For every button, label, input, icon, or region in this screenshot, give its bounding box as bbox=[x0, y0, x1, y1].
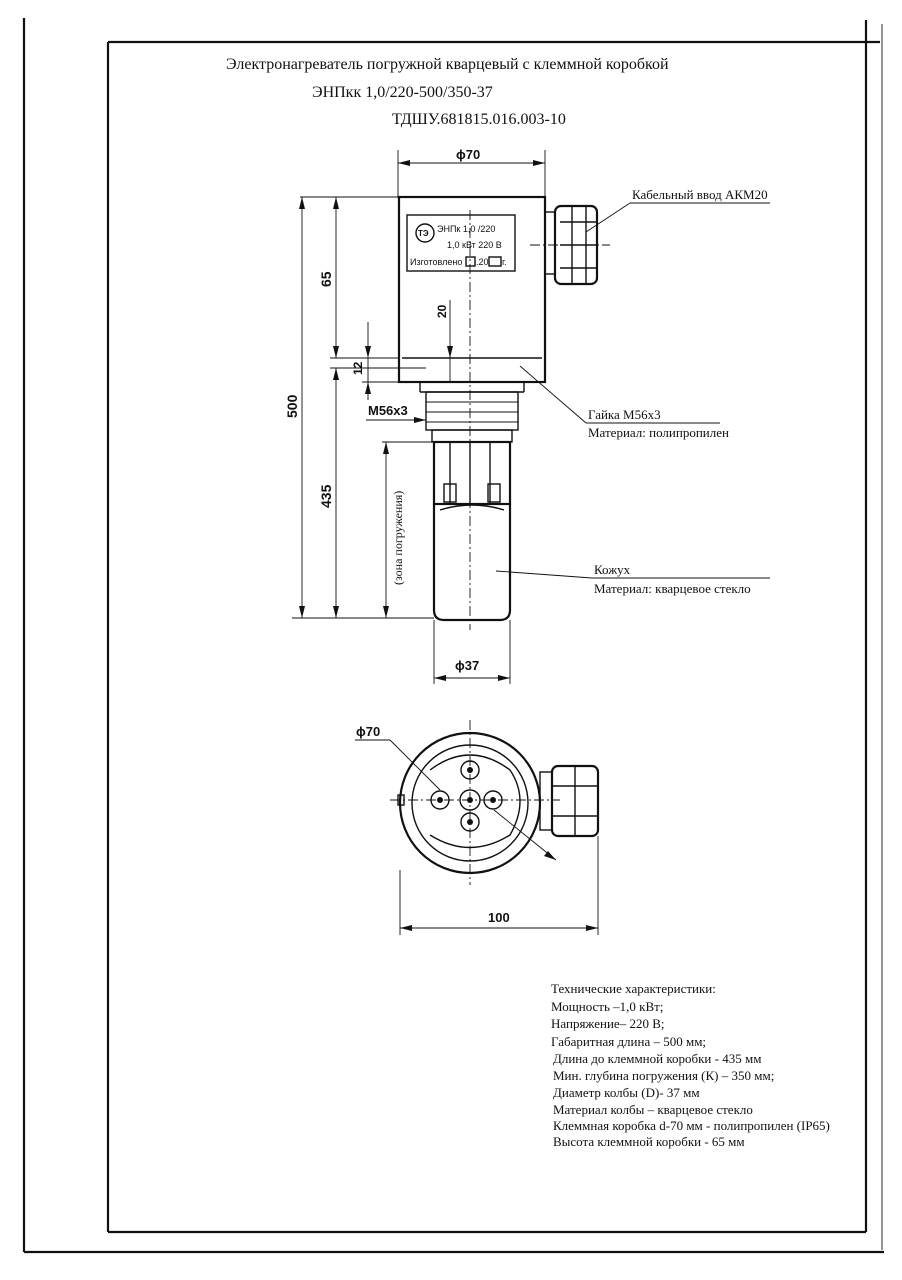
svg-text:Материал: кварцевое стекло: Материал: кварцевое стекло bbox=[594, 581, 751, 596]
dimension-20 bbox=[435, 300, 453, 382]
drawing-title: Электронагреватель погружной кварцевый с клеммной коробкой bbox=[226, 56, 669, 73]
spec-item: Диаметр колбы (D)- 37 мм bbox=[553, 1085, 700, 1100]
technical-specs bbox=[551, 981, 830, 1149]
spec-item: Мощность –1,0 кВт; bbox=[551, 999, 664, 1014]
plan-view bbox=[390, 720, 598, 885]
heater-body bbox=[434, 442, 510, 620]
svg-text:Гайка М56х3: Гайка М56х3 bbox=[588, 407, 661, 422]
svg-text:(зона погружения): (зона погружения) bbox=[391, 490, 405, 585]
callout-cover bbox=[496, 562, 770, 596]
plate-line1: ЭНПк 1,0 /220 bbox=[437, 224, 496, 234]
plate-line2: 1,0 кВт 220 В bbox=[447, 240, 502, 250]
svg-text:65: 65 bbox=[318, 271, 334, 287]
dimension-12 bbox=[351, 322, 415, 400]
svg-text:100: 100 bbox=[488, 910, 510, 925]
svg-text:435: 435 bbox=[318, 484, 334, 508]
svg-text:Кабельный ввод АКМ20: Кабельный ввод АКМ20 bbox=[632, 187, 768, 202]
svg-text:12: 12 bbox=[351, 361, 365, 375]
specs-heading: Технические характеристики: bbox=[551, 981, 716, 996]
callout-cable-entry bbox=[586, 187, 770, 232]
dimension-plan-dia bbox=[355, 724, 440, 790]
svg-text:Кожух: Кожух bbox=[594, 562, 631, 577]
svg-text:ϕ70: ϕ70 bbox=[456, 147, 481, 162]
nameplate bbox=[407, 215, 515, 271]
plate-line3-prefix: Изготовлено bbox=[410, 257, 463, 267]
svg-text:.20: .20 bbox=[476, 257, 489, 267]
spec-item: Мин. глубина погружения (К) – 350 мм; bbox=[553, 1068, 775, 1083]
spec-code: ТДШУ.681815.016.003-10 bbox=[392, 111, 566, 128]
svg-text:ТЭ: ТЭ bbox=[418, 229, 429, 238]
dimension-plan-width bbox=[400, 836, 598, 935]
model-designation: ЭНПкк 1,0/220-500/350-37 bbox=[312, 84, 493, 101]
cable-gland-side bbox=[530, 206, 610, 284]
spec-item: Высота клеммной коробки - 65 мм bbox=[553, 1134, 745, 1149]
dimension-immersion-zone bbox=[382, 442, 434, 618]
dimension-dia-top bbox=[398, 147, 545, 198]
svg-text:ϕ70: ϕ70 bbox=[356, 724, 381, 739]
spec-item: Напряжение– 220 В; bbox=[551, 1016, 665, 1031]
svg-text:20: 20 bbox=[435, 304, 449, 318]
thread-section bbox=[426, 392, 518, 442]
svg-text:Материал: полипропилен: Материал: полипропилен bbox=[588, 425, 729, 440]
dimension-65 bbox=[318, 197, 400, 358]
callout-nut bbox=[520, 366, 729, 440]
spec-item: Длина до клеммной коробки - 435 мм bbox=[553, 1051, 762, 1066]
svg-text:M56x3: M56x3 bbox=[368, 403, 408, 418]
spec-item: Клеммная коробка d-70 мм - полипропилен (IP65) bbox=[553, 1118, 830, 1133]
dimension-dia-tube bbox=[434, 620, 510, 684]
svg-text:г.: г. bbox=[502, 257, 507, 267]
spec-item: Материал колбы – кварцевое стекло bbox=[553, 1102, 753, 1117]
spec-item: Габаритная длина – 500 мм; bbox=[551, 1034, 707, 1049]
svg-text:500: 500 bbox=[284, 394, 300, 418]
svg-text:ϕ37: ϕ37 bbox=[455, 658, 480, 673]
dimension-thread bbox=[366, 403, 426, 423]
